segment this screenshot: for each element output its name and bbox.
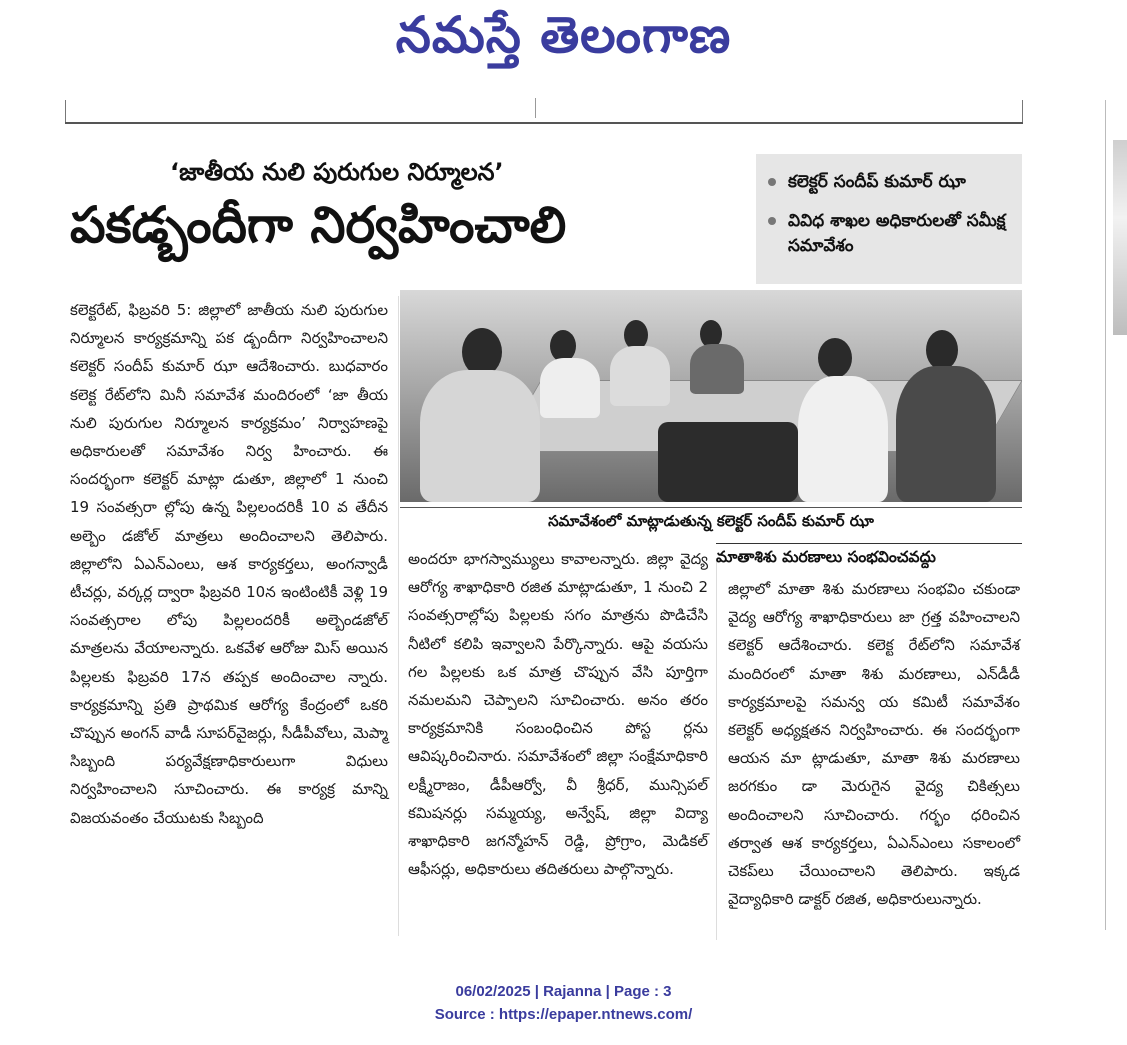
header-rule xyxy=(65,122,1023,124)
photo-person xyxy=(462,328,502,376)
article-column-3: జిల్లాలో మాతా శిశు మరణాలు సంభవిం చకుండా వైద్య ఆరోగ్య శాఖాధికారులు జా గ్రత్త వహించాలని కలెక్టర్ ఆదేశించారు. కలెక్ట రేట్‌లోని సమావేశ మందిరంలో మాతా శిశు మరణాలు, ఎన్‌డీడీ కార్యక్రమాలపై సమన్వ య కమిటీ సమావేశం కలెక్టర్ అధ్యక్షతన నిర్వహించారు. ఈ సందర్భంగా ఆయన మా ట్లాడుతూ, మాతా శిశు మరణాలు జరగకుం డా మెరుగైన వైద్య చికిత్సలు అందించాలని సూచించారు. గర్భం ధరించిన తర్వాత ఆశ కార్యకర్తలు, ఏఎన్ఎంలు సకాలంలో చెకప్‌లు చేయించాలని తెలిపారు. ఇక్కడ వైద్యాధికారి డాక్టర్ రజిత, అధికారులున్నారు. xyxy=(728,580,1020,909)
sidebar-heading: మాతాశిశు మరణాలు సంభవించవద్దు xyxy=(716,543,1022,570)
highlight-item xyxy=(768,170,1008,195)
photo-person xyxy=(926,330,958,370)
photo-person xyxy=(896,366,996,502)
photo-person xyxy=(690,344,744,394)
highlights-box xyxy=(756,154,1022,284)
article-column-2: అందరూ భాగస్వామ్యులు కావాలన్నారు. జిల్లా వైద్య ఆరోగ్య శాఖాధికారి రజిత మాట్లాడుతూ, 1 నుంచి 2 సంవత్సరాల్లోపు పిల్లలకు సగం మాత్రను పొడిచేసి నీటిలో కలిపి ఇవ్వాలని పేర్కొన్నారు. ఆపై వయసు గల పిల్లలకు ఒక మాత్ర చొప్పున వేసి పూర్తిగా నమలమని చెప్పాలని సూచించారు. అనం తరం కార్యక్రమానికి సంబంధించిన పోస్ట ర్లను ఆవిష్కరించినారు. సమావేశంలో జిల్లా సంక్షేమాధికారి లక్ష్మీరాజం, డీపీఆర్వో, వీ శ్రీధర్, మున్సిపల్ కమిషనర్లు సమ్మయ్య, అన్వేష్, జిల్లా విద్యా శాఖాధికారి జగన్మోహన్ రెడ్డి, ప్రోగ్రాం, మెడికల్ ఆఫీసర్లు, అధికారులు తదితరులు పాల్గొన్నారు. xyxy=(408,550,708,879)
article-subhead: ‘జాతీయ నులి పురుగుల నిర్మూలన’ xyxy=(170,158,504,186)
divider xyxy=(65,100,66,122)
highlight-item xyxy=(768,209,1008,258)
highlight-text: కలెక్టర్ సందీప్ కుమార్ ఝా xyxy=(788,172,966,192)
divider xyxy=(1105,100,1106,930)
photo-person xyxy=(798,376,888,502)
bullet-icon xyxy=(768,178,776,186)
photo-person xyxy=(540,358,600,418)
photo-caption: సమావేశంలో మాట్లాడుతున్న కలెక్టర్ సందీప్ కుమార్ ఝా xyxy=(548,512,874,530)
meeting-photo xyxy=(400,290,1022,502)
photo-person xyxy=(420,370,540,502)
column-divider xyxy=(716,560,717,940)
photo-chair xyxy=(658,422,798,502)
photo-person xyxy=(818,338,852,378)
footer-source-line: Source : https://epaper.ntnews.com/ xyxy=(434,1006,693,1023)
column-divider xyxy=(398,296,399,936)
divider xyxy=(535,98,536,118)
article-column-1: కలెక్టరేట్, ఫిబ్రవరి 5: జిల్లాలో జాతీయ నులి పురుగుల నిర్మూలన కార్యక్రమాన్ని పక డ్బందీగా నిర్వహించాలని కలెక్టర్ సందీప్ కుమార్ ఝా ఆదేశించారు. బుధవారం కలెక్ట రేట్‌లోని మినీ సమావేశ మందిరంలో ‘జా తీయ నులి పురుగుల నిర్మూలన కార్యక్రమం’ నిర్వాహణపై అధికారులతో సమావేశం నిర్వ హించారు. ఈ సందర్భంగా కలెక్టర్ మాట్లా డుతూ, జిల్లాలో 1 నుంచి 19 సంవత్సరా ల్లోపు ఉన్న పిల్లలందరికీ 10 వ తేదీన అల్బెం డజోల్ మాత్రలు అందించాలని తెలిపారు. జిల్లాలోని ఏఎన్ఎంలు, ఆశ కార్యకర్తలు, అంగన్వాడీ టీచర్లు, వర్కర్ల ద్వారా ఫిబ్రవరి 10న ఇంటింటికీ వెళ్లి 19 సంవత్సరాల లోపు పిల్లలందరికీ అల్బెండజోల్ మాత్రలను వేయాలన్నారు. ఒకవేళ ఆరోజు మిస్ అయిన పిల్లలకు ఫిబ్రవరి 17న తప్పక అందించాల న్నారు. కార్యక్రమాన్ని ప్రతి ప్రాథమిక ఆరోగ్య కేంద్రంలో ఒకరి చొప్పున అంగన్ వాడీ సూపర్‌వైజర్లు, సీడీపీవోలు, మెప్మా సిబ్బంది పర్యవేక్షణాధికారులుగా విధులు నిర్వహించాలని సూచించారు. ఈ కార్యక్ర మాన్ని విజయవంతం చేయుటకు సిబ్బంది xyxy=(70,301,388,827)
adjacent-photo-fragment xyxy=(1113,140,1127,335)
newspaper-masthead: నమస్తే తెలంగాణ xyxy=(395,6,732,64)
bullet-icon xyxy=(768,217,776,225)
article-headline: పకడ్బందీగా నిర్వహించాలి xyxy=(70,196,567,254)
footer-date-line: 06/02/2025 | Rajanna | Page : 3 xyxy=(455,983,672,1000)
highlight-text: వివిధ శాఖల అధికారులతో సమీక్ష సమావేశం xyxy=(788,211,1006,256)
photo-person xyxy=(610,346,670,406)
divider xyxy=(1022,100,1023,122)
caption-rule xyxy=(400,507,1022,508)
